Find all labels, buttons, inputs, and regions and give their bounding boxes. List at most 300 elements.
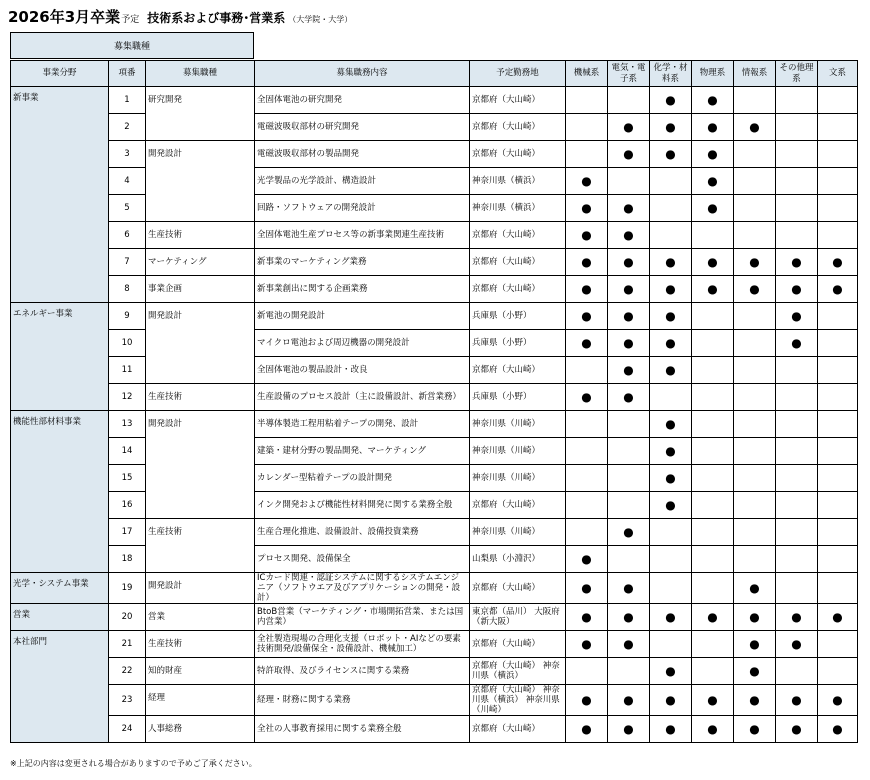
- division-cell: 営業: [11, 604, 109, 631]
- job-content: 回路・ソフトウェアの開発設計: [255, 195, 470, 222]
- row-number: 22: [109, 658, 146, 685]
- header-field: 電気・電子系: [608, 61, 650, 87]
- field-mark: [776, 222, 818, 249]
- title-note: （大学院・大学）: [288, 15, 353, 24]
- table-body: [11, 87, 858, 743]
- division-cell: 機能性部材料事業: [11, 411, 109, 573]
- category-cell: 生産技術: [146, 222, 255, 249]
- field-mark: ●: [650, 87, 692, 114]
- job-content: 新事業創出に関する企画業務: [255, 276, 470, 303]
- field-mark: ●: [608, 114, 650, 141]
- field-mark: ●: [818, 604, 858, 631]
- field-mark: ●: [608, 222, 650, 249]
- table-row: [11, 631, 858, 658]
- division-cell: エネルギー事業: [11, 303, 109, 411]
- field-mark: ●: [818, 249, 858, 276]
- field-mark: ●: [608, 716, 650, 743]
- work-location: 神奈川県（川崎）: [470, 411, 566, 438]
- field-mark: [734, 546, 776, 573]
- field-mark: [818, 195, 858, 222]
- header-category: 募集職種: [146, 61, 255, 87]
- field-mark: ●: [566, 384, 608, 411]
- row-number: 3: [109, 141, 146, 168]
- field-mark: [734, 411, 776, 438]
- field-mark: [692, 411, 734, 438]
- field-mark: ●: [650, 330, 692, 357]
- category-cell: マーケティング: [146, 249, 255, 276]
- field-mark: ●: [608, 303, 650, 330]
- field-mark: ●: [776, 303, 818, 330]
- field-mark: ●: [566, 685, 608, 716]
- field-mark: [776, 411, 818, 438]
- job-content: 全固体電池の製品設計・改良: [255, 357, 470, 384]
- category-cell: 開発設計: [146, 303, 255, 384]
- field-mark: ●: [818, 276, 858, 303]
- field-mark: ●: [650, 114, 692, 141]
- field-mark: ●: [650, 685, 692, 716]
- work-location: 神奈川県（川崎）: [470, 519, 566, 546]
- field-mark: [734, 222, 776, 249]
- field-mark: ●: [608, 141, 650, 168]
- field-mark: [650, 631, 692, 658]
- row-number: 8: [109, 276, 146, 303]
- field-mark: [734, 357, 776, 384]
- field-mark: [692, 519, 734, 546]
- work-location: 京都府（大山崎）: [470, 492, 566, 519]
- field-mark: ●: [650, 276, 692, 303]
- field-mark: [818, 384, 858, 411]
- field-mark: ●: [650, 249, 692, 276]
- category-header: 募集職種: [10, 32, 254, 59]
- row-number: 20: [109, 604, 146, 631]
- field-mark: [818, 573, 858, 604]
- row-number: 13: [109, 411, 146, 438]
- table-row: [11, 519, 858, 546]
- field-mark: ●: [608, 249, 650, 276]
- field-mark: [692, 546, 734, 573]
- job-content: マイクロ電池および周辺機器の開発設計: [255, 330, 470, 357]
- category-cell: 研究開発: [146, 87, 255, 141]
- table-row: [11, 357, 858, 384]
- field-mark: ●: [776, 604, 818, 631]
- field-mark: ●: [734, 658, 776, 685]
- field-mark: [734, 492, 776, 519]
- field-mark: [608, 438, 650, 465]
- job-content: 全固体電池生産プロセス等の新事業関連生産技術: [255, 222, 470, 249]
- field-mark: [692, 222, 734, 249]
- work-location: 神奈川県（横浜）: [470, 195, 566, 222]
- field-mark: [818, 658, 858, 685]
- field-mark: [692, 330, 734, 357]
- field-mark: ●: [692, 249, 734, 276]
- header-field: 情報系: [734, 61, 776, 87]
- field-mark: [692, 492, 734, 519]
- division-cell: 新事業: [11, 87, 109, 303]
- table-row: [11, 276, 858, 303]
- field-mark: ●: [650, 658, 692, 685]
- field-mark: ●: [566, 249, 608, 276]
- work-location: 京都府（大山崎）: [470, 141, 566, 168]
- field-mark: [776, 546, 818, 573]
- job-content: 光学製品の光学設計、構造設計: [255, 168, 470, 195]
- field-mark: ●: [608, 631, 650, 658]
- work-location: 神奈川県（川崎）: [470, 465, 566, 492]
- page-title: [8, 6, 352, 26]
- job-content: 生産設備のプロセス設計（主に設備設計、新営業務）: [255, 384, 470, 411]
- field-mark: ●: [818, 716, 858, 743]
- row-number: 18: [109, 546, 146, 573]
- job-content: 生産合理化推進、設備設計、設備投資業務: [255, 519, 470, 546]
- field-mark: ●: [650, 411, 692, 438]
- field-mark: [566, 658, 608, 685]
- field-mark: [818, 168, 858, 195]
- field-mark: [776, 438, 818, 465]
- field-mark: [650, 546, 692, 573]
- row-number: 14: [109, 438, 146, 465]
- work-location: 京都府（大山崎）: [470, 716, 566, 743]
- title-sub: 予定: [121, 15, 140, 25]
- work-location: 神奈川県（横浜）: [470, 168, 566, 195]
- field-mark: ●: [650, 438, 692, 465]
- field-mark: ●: [566, 195, 608, 222]
- field-mark: [566, 465, 608, 492]
- row-number: 7: [109, 249, 146, 276]
- table-row: [11, 249, 858, 276]
- table-row: [11, 195, 858, 222]
- field-mark: ●: [566, 716, 608, 743]
- job-content: 全社製造現場の合理化支援（ロボット・AIなどの要素技術開発/設備保全・設備設計、機械加工）: [255, 631, 470, 658]
- row-number: 5: [109, 195, 146, 222]
- row-number: 9: [109, 303, 146, 330]
- field-mark: [608, 492, 650, 519]
- field-mark: ●: [608, 685, 650, 716]
- field-mark: [776, 195, 818, 222]
- field-mark: [818, 411, 858, 438]
- job-content: 特許取得、及びライセンスに関する業務: [255, 658, 470, 685]
- field-mark: [692, 658, 734, 685]
- field-mark: [818, 303, 858, 330]
- work-location: 神奈川県（川崎）: [470, 438, 566, 465]
- field-mark: [776, 384, 818, 411]
- category-cell: 生産技術: [146, 631, 255, 658]
- field-mark: [650, 195, 692, 222]
- field-mark: [566, 411, 608, 438]
- field-mark: [776, 492, 818, 519]
- field-mark: [734, 141, 776, 168]
- table-row: [11, 384, 858, 411]
- table-row: [11, 168, 858, 195]
- field-mark: [650, 519, 692, 546]
- row-number: 15: [109, 465, 146, 492]
- field-mark: ●: [776, 685, 818, 716]
- field-mark: [692, 631, 734, 658]
- header-field: 化学・材料系: [650, 61, 692, 87]
- table-row: [11, 222, 858, 249]
- field-mark: [776, 87, 818, 114]
- division-cell: 光学・システム事業: [11, 573, 109, 604]
- work-location: 京都府（大山崎） 神奈川県（横浜）: [470, 658, 566, 685]
- work-location: 京都府（大山崎）: [470, 276, 566, 303]
- title-main: 2026年3月卒業: [8, 8, 121, 26]
- field-mark: ●: [776, 330, 818, 357]
- field-mark: ●: [734, 716, 776, 743]
- field-mark: [650, 573, 692, 604]
- field-mark: ●: [566, 222, 608, 249]
- field-mark: ●: [608, 573, 650, 604]
- header-content: 募集職務内容: [255, 61, 470, 87]
- job-content: プロセス開発、設備保全: [255, 546, 470, 573]
- header-field: 物理系: [692, 61, 734, 87]
- field-mark: [692, 573, 734, 604]
- job-content: 全固体電池の研究開発: [255, 87, 470, 114]
- field-mark: ●: [650, 141, 692, 168]
- table-row: [11, 492, 858, 519]
- field-mark: [608, 546, 650, 573]
- field-mark: ●: [566, 303, 608, 330]
- field-mark: [608, 168, 650, 195]
- table-row: [11, 411, 858, 438]
- field-mark: ●: [734, 573, 776, 604]
- field-mark: ●: [608, 519, 650, 546]
- job-content: ICカード関連・認証システムに関するシステムエンジニア（ソフトウエア及びアプリケーションの開発・設計）: [255, 573, 470, 604]
- field-mark: [650, 222, 692, 249]
- table-row: [11, 658, 858, 685]
- field-mark: [566, 438, 608, 465]
- field-mark: [692, 303, 734, 330]
- field-mark: ●: [692, 87, 734, 114]
- row-number: 11: [109, 357, 146, 384]
- work-location: 兵庫県（小野）: [470, 303, 566, 330]
- field-mark: ●: [650, 604, 692, 631]
- field-mark: ●: [608, 330, 650, 357]
- field-mark: [818, 222, 858, 249]
- job-content: 新電池の開発設計: [255, 303, 470, 330]
- category-cell: 人事総務: [146, 716, 255, 743]
- header-field: 機械系: [566, 61, 608, 87]
- field-mark: ●: [650, 492, 692, 519]
- row-number: 17: [109, 519, 146, 546]
- field-mark: [734, 303, 776, 330]
- header-number: 項番: [109, 61, 146, 87]
- row-number: 10: [109, 330, 146, 357]
- field-mark: ●: [608, 384, 650, 411]
- category-cell: 営業: [146, 604, 255, 631]
- field-mark: ●: [692, 168, 734, 195]
- row-number: 4: [109, 168, 146, 195]
- work-location: 東京都（品川） 大阪府（新大阪）: [470, 604, 566, 631]
- field-mark: ●: [818, 685, 858, 716]
- table-row: [11, 685, 858, 716]
- field-mark: [818, 492, 858, 519]
- field-mark: [566, 114, 608, 141]
- table-row: [11, 465, 858, 492]
- field-mark: [692, 384, 734, 411]
- field-mark: ●: [566, 604, 608, 631]
- job-content: BtoB営業（マーケティング・市場開拓営業、または国内営業）: [255, 604, 470, 631]
- work-location: 山梨県（小淵沢）: [470, 546, 566, 573]
- category-cell: 開発設計: [146, 411, 255, 519]
- field-mark: ●: [734, 631, 776, 658]
- field-mark: ●: [734, 114, 776, 141]
- field-mark: ●: [566, 573, 608, 604]
- field-mark: ●: [566, 330, 608, 357]
- table-row: [11, 604, 858, 631]
- job-content: 電磁波吸収部材の研究開発: [255, 114, 470, 141]
- category-cell: 開発設計: [146, 573, 255, 604]
- field-mark: [818, 546, 858, 573]
- field-mark: ●: [608, 276, 650, 303]
- work-location: 京都府（大山崎）: [470, 222, 566, 249]
- job-content: 経理・財務に関する業務: [255, 685, 470, 716]
- field-mark: [818, 519, 858, 546]
- title-category: 技術系および事務･営業系: [147, 11, 286, 25]
- field-mark: [818, 330, 858, 357]
- table-row: [11, 303, 858, 330]
- job-content: 新事業のマーケティング業務: [255, 249, 470, 276]
- job-content: 建築・建材分野の製品開発、マーケティング: [255, 438, 470, 465]
- row-number: 21: [109, 631, 146, 658]
- field-mark: ●: [776, 276, 818, 303]
- field-mark: [734, 87, 776, 114]
- field-mark: [776, 357, 818, 384]
- recruitment-table: [10, 60, 858, 743]
- field-mark: [734, 384, 776, 411]
- category-cell: 経理: [146, 685, 255, 716]
- job-content: 電磁波吸収部材の製品開発: [255, 141, 470, 168]
- table-row: [11, 330, 858, 357]
- field-mark: [818, 631, 858, 658]
- row-number: 1: [109, 87, 146, 114]
- field-mark: [566, 519, 608, 546]
- field-mark: ●: [692, 685, 734, 716]
- field-mark: ●: [734, 685, 776, 716]
- field-mark: ●: [692, 276, 734, 303]
- field-mark: [734, 465, 776, 492]
- table-row: [11, 546, 858, 573]
- field-mark: [566, 87, 608, 114]
- field-mark: [818, 141, 858, 168]
- job-content: 半導体製造工程用粘着テープの開発、設計: [255, 411, 470, 438]
- field-mark: ●: [692, 114, 734, 141]
- table-row: [11, 716, 858, 743]
- field-mark: ●: [650, 357, 692, 384]
- field-mark: ●: [608, 195, 650, 222]
- field-mark: [608, 411, 650, 438]
- job-content: カレンダー型粘着テープの設計開発: [255, 465, 470, 492]
- row-number: 12: [109, 384, 146, 411]
- work-location: 京都府（大山崎）: [470, 357, 566, 384]
- row-number: 23: [109, 685, 146, 716]
- header-field: その他理系: [776, 61, 818, 87]
- work-location: 京都府（大山崎）: [470, 573, 566, 604]
- field-mark: ●: [776, 249, 818, 276]
- field-mark: [650, 168, 692, 195]
- table-row: [11, 141, 858, 168]
- field-mark: ●: [734, 604, 776, 631]
- job-content: インク開発および機能性材料開発に関する業務全般: [255, 492, 470, 519]
- field-mark: [776, 573, 818, 604]
- field-mark: [818, 357, 858, 384]
- field-mark: ●: [608, 604, 650, 631]
- field-mark: [776, 168, 818, 195]
- field-mark: ●: [566, 631, 608, 658]
- field-mark: [734, 330, 776, 357]
- field-mark: [566, 141, 608, 168]
- field-mark: [776, 114, 818, 141]
- field-mark: ●: [734, 249, 776, 276]
- field-mark: [692, 438, 734, 465]
- row-number: 6: [109, 222, 146, 249]
- field-mark: ●: [692, 604, 734, 631]
- field-mark: ●: [566, 546, 608, 573]
- field-mark: ●: [776, 631, 818, 658]
- row-number: 16: [109, 492, 146, 519]
- field-mark: ●: [650, 465, 692, 492]
- field-mark: [776, 519, 818, 546]
- header-division: 事業分野: [11, 61, 109, 87]
- category-cell: 生産技術: [146, 384, 255, 411]
- field-mark: [818, 87, 858, 114]
- field-mark: ●: [566, 276, 608, 303]
- field-mark: [566, 492, 608, 519]
- work-location: 京都府（大山崎）: [470, 631, 566, 658]
- field-mark: [776, 465, 818, 492]
- field-mark: ●: [650, 716, 692, 743]
- field-mark: [608, 87, 650, 114]
- field-mark: [776, 141, 818, 168]
- field-mark: [818, 114, 858, 141]
- field-mark: [608, 658, 650, 685]
- header-field: 文系: [818, 61, 858, 87]
- division-cell: 本社部門: [11, 631, 109, 743]
- category-cell: 生産技術: [146, 519, 255, 573]
- header-location: 予定勤務地: [470, 61, 566, 87]
- field-mark: [650, 384, 692, 411]
- field-mark: [776, 658, 818, 685]
- field-mark: [818, 465, 858, 492]
- category-cell: 事業企画: [146, 276, 255, 303]
- row-number: 24: [109, 716, 146, 743]
- field-mark: ●: [692, 716, 734, 743]
- row-number: 19: [109, 573, 146, 604]
- table-row: [11, 87, 858, 114]
- job-content: 全社の人事教育採用に関する業務全般: [255, 716, 470, 743]
- category-cell: 開発設計: [146, 141, 255, 222]
- field-mark: ●: [566, 168, 608, 195]
- field-mark: ●: [692, 195, 734, 222]
- field-mark: ●: [692, 141, 734, 168]
- work-location: 京都府（大山崎）: [470, 114, 566, 141]
- field-mark: [692, 465, 734, 492]
- field-mark: ●: [608, 357, 650, 384]
- field-mark: [692, 357, 734, 384]
- field-mark: [608, 465, 650, 492]
- field-mark: [818, 438, 858, 465]
- work-location: 京都府（大山崎）: [470, 249, 566, 276]
- field-mark: [734, 195, 776, 222]
- field-mark: ●: [650, 303, 692, 330]
- field-mark: [566, 357, 608, 384]
- category-cell: 知的財産: [146, 658, 255, 685]
- work-location: 京都府（大山崎）: [470, 87, 566, 114]
- table-row: [11, 114, 858, 141]
- table-row: [11, 573, 858, 604]
- work-location: 兵庫県（小野）: [470, 384, 566, 411]
- field-mark: ●: [776, 716, 818, 743]
- field-mark: ●: [734, 276, 776, 303]
- table-row: [11, 438, 858, 465]
- header-row: [11, 61, 858, 87]
